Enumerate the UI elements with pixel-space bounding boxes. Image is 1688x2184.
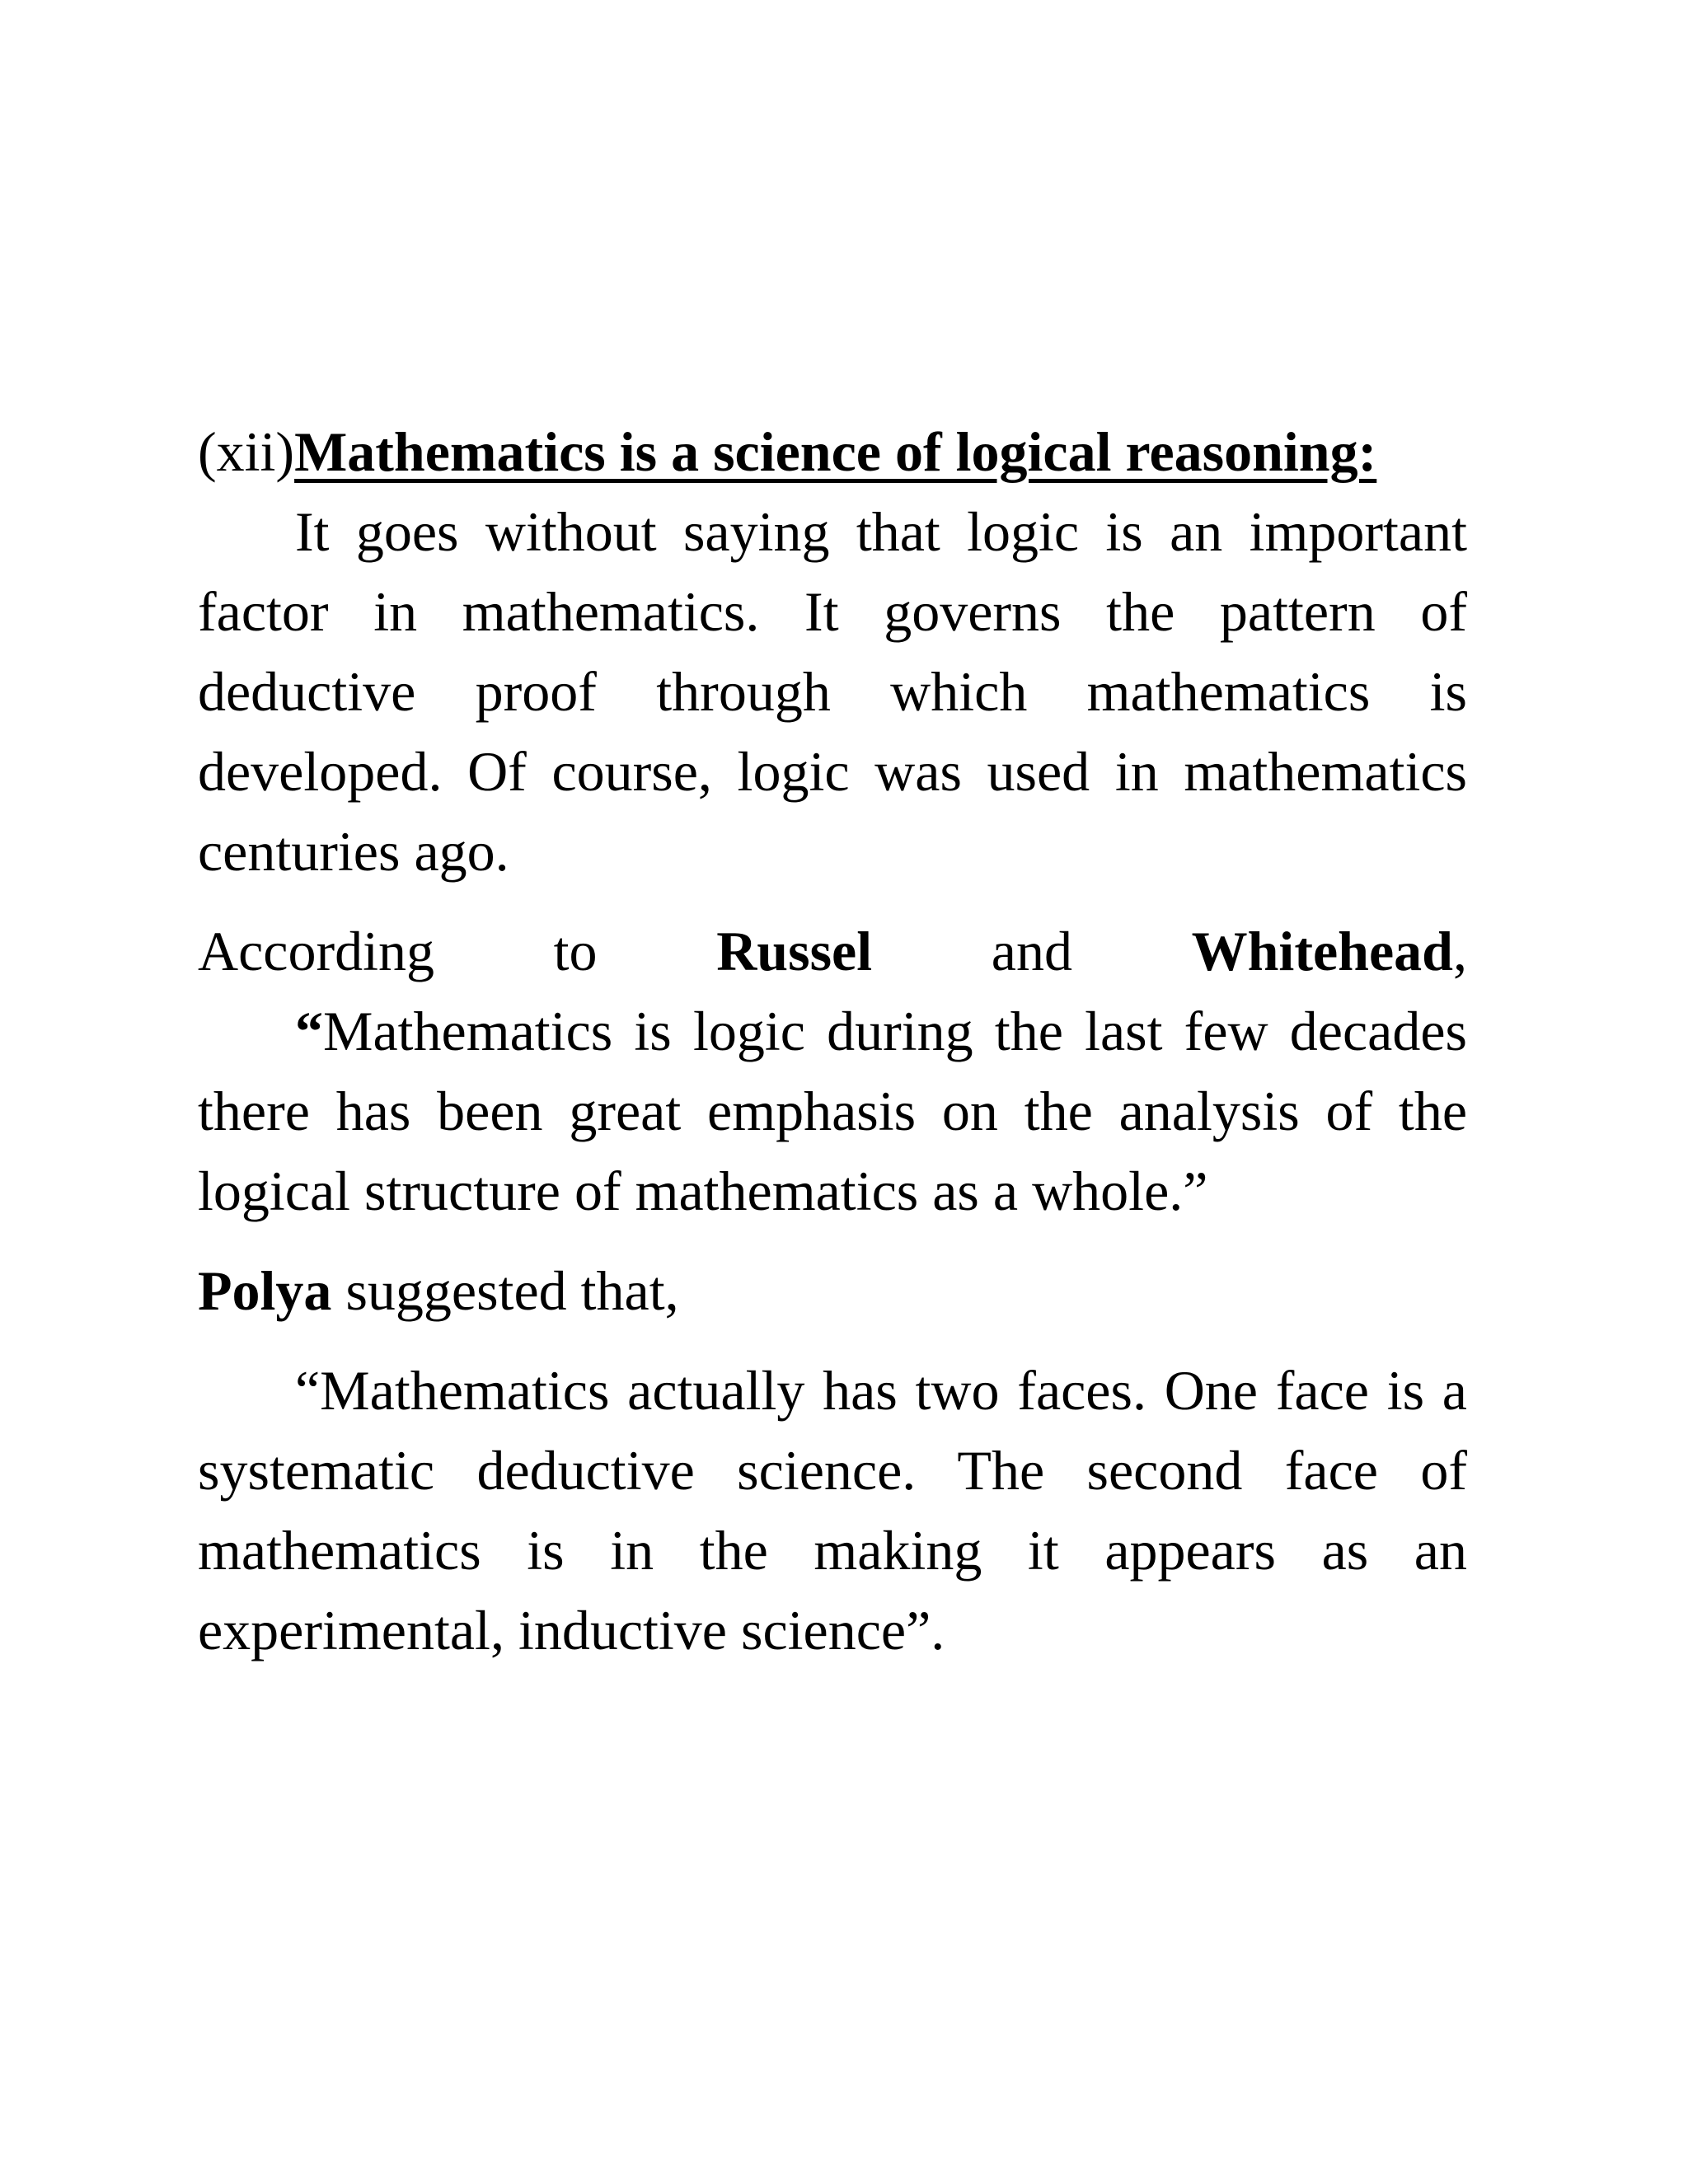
attribution-russel-whitehead	[198, 912, 1467, 991]
document-page	[198, 412, 1467, 1671]
attribution-text: suggested that,	[331, 1259, 679, 1322]
paragraph-logic-intro: It goes without saying that logic is an important factor in mathematics. It governs the pattern of deductive proof through which mathematics is developed. Of course, logic was used in mathematics centuries ago.	[198, 500, 1467, 883]
section-title: Mathematics is a science of logical reasoning:	[294, 420, 1377, 483]
author-name-whitehead: Whitehead	[1191, 920, 1453, 982]
author-name-polya: Polya	[198, 1259, 332, 1322]
quote-russel-whitehead	[198, 991, 1467, 1231]
attribution-word: to	[553, 920, 598, 982]
quote-open-mark: “	[295, 1000, 323, 1062]
author-name-whitehead-wrap	[1192, 912, 1467, 991]
section-heading	[198, 412, 1467, 492]
attribution-comma: ,	[1452, 920, 1467, 982]
attribution-word: and	[991, 920, 1072, 982]
attribution-polya	[198, 1251, 1467, 1331]
section-number: (xii)	[198, 420, 295, 483]
author-name-russel: Russel	[716, 920, 873, 982]
quote-text: Mathematics is logic during the last few decades there has been great emphasis on the analysis of the logical structure of mathematics as a whole.”	[198, 1000, 1467, 1222]
quote-polya: “Mathematics actually has two faces. One face is a systematic deductive science. The second face of mathematics is in the making it appears as an experimental, inductive science”.	[198, 1359, 1467, 1661]
attribution-word: According	[198, 920, 435, 982]
